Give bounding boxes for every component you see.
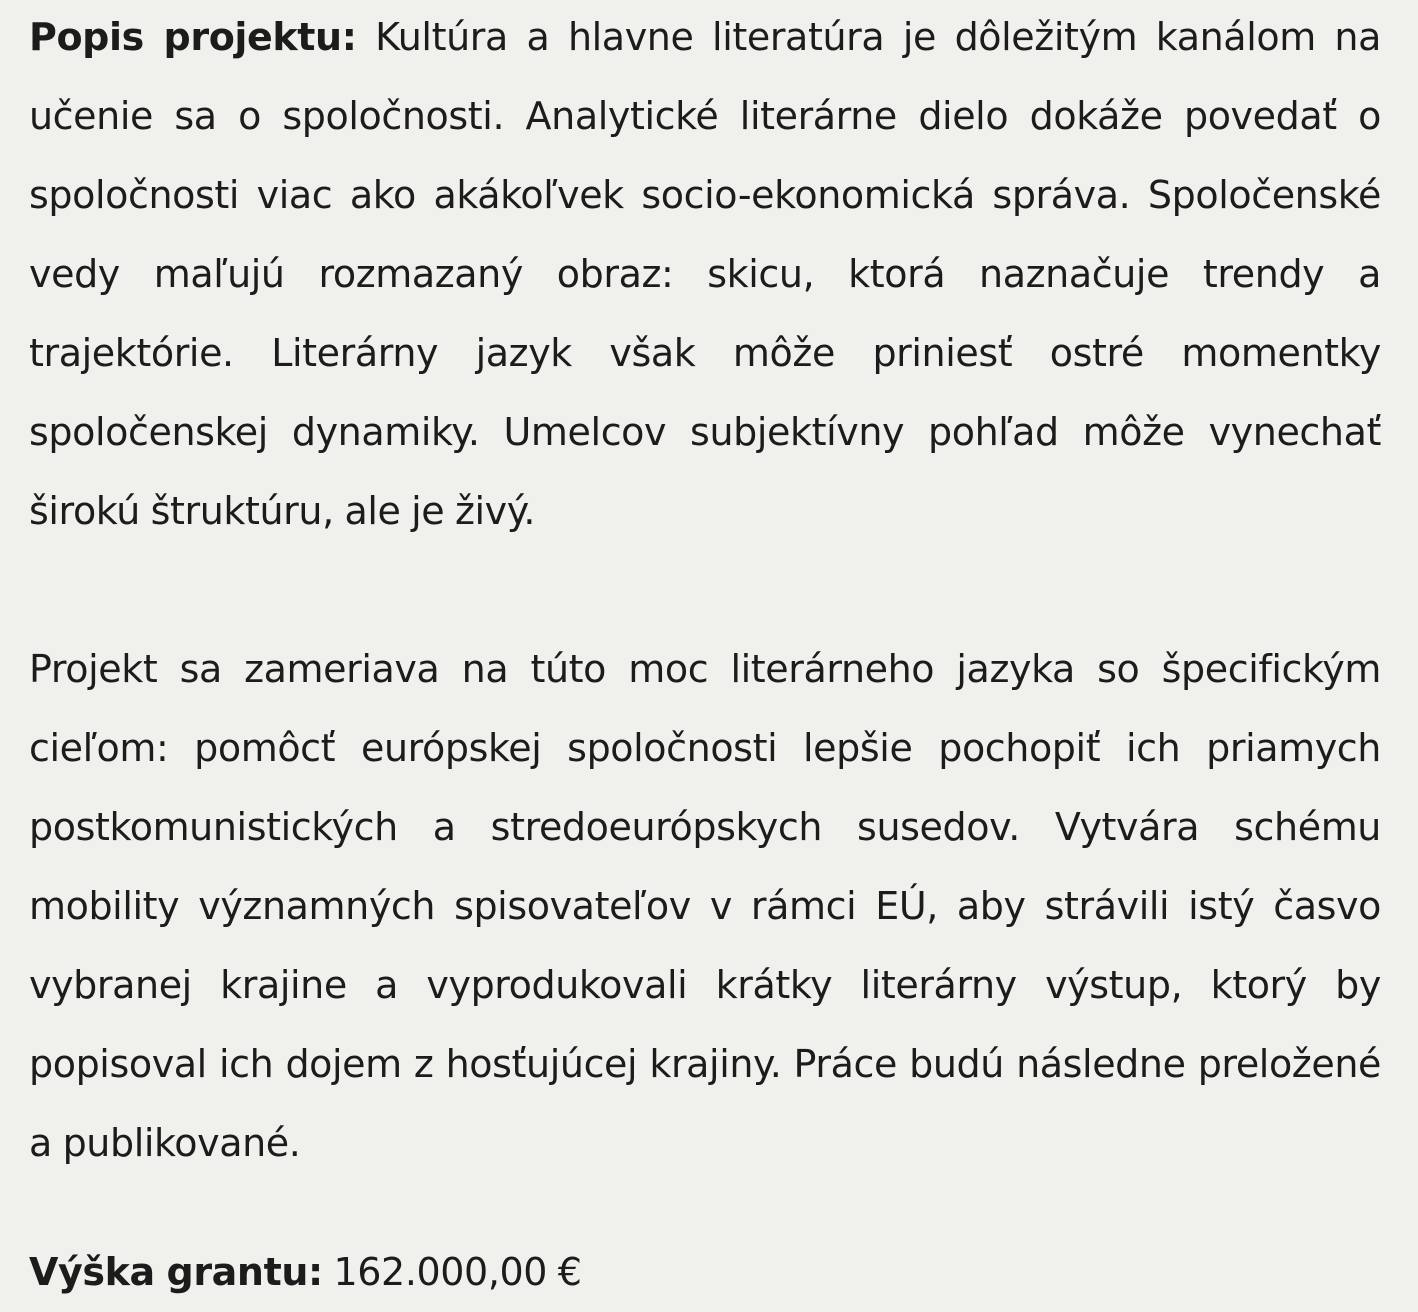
description-paragraph-1	[29, 0, 1381, 551]
description-text-1: Kultúra a hlavne literatúra je dôležitým kanálom na učenie sa o spoločnosti. Analytické literárne dielo dokáže povedať o spoločnosti viac ako akákoľvek socio-ekonomická správa. Spoločenské vedy maľujú rozmazaný obraz: skicu, ktorá naznačuje trendy a trajektórie. Literárny jazyk však môže priniesť ostré momentky spoločenskej dynamiky. Umelcov subjektívny pohľad môže vynechať širokú štruktúru, ale je živý.	[29, 15, 1381, 533]
description-paragraph-2: Projekt sa zameriava na túto moc literárneho jazyka so špecifickým cieľom: pomôcť európskej spoločnosti lepšie pochopiť ich priamych postkomunistických a stredoeurópskych susedov. Vytvára schému mobility významných spisovateľov v rámci EÚ, aby strávili istý časvo vybranej krajine a vyprodukovali krátky literárny výstup, ktorý by popisoval ich dojem z hosťujúcej krajiny. Práce budú následne preložené a publikované.	[29, 647, 1381, 1165]
grant-label: Výška grantu:	[29, 1250, 323, 1294]
section-spacer	[29, 1183, 1381, 1233]
paragraph-spacer	[29, 551, 1381, 630]
grant-value: 162.000,00 €	[333, 1250, 582, 1294]
description-label: Popis projektu:	[29, 15, 357, 59]
grant-amount	[29, 1233, 1381, 1312]
